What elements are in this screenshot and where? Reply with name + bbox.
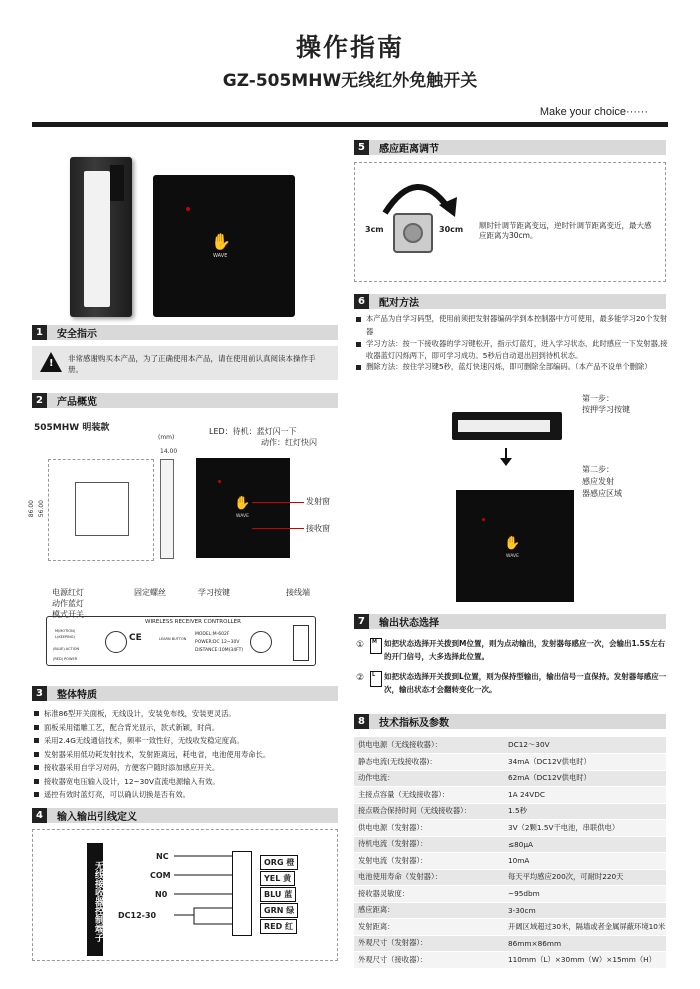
- spec-value: ≤80μA: [504, 836, 666, 853]
- controller-power: POWER:DC 12~30V: [195, 640, 240, 645]
- section-5-header: [354, 140, 666, 155]
- section-7-header: [354, 614, 666, 629]
- spec-value: 10mA: [504, 853, 666, 870]
- pairing-list: [356, 313, 668, 373]
- wire-blue: BLU 蓝: [260, 887, 296, 902]
- notice-text: 非常感谢购买本产品，为了正确使用本产品，请在使用前认真阅读本操作手册。: [68, 354, 316, 374]
- table-row: [354, 770, 666, 787]
- spec-label: 供电电源（发射器）：: [354, 820, 504, 837]
- section-number: 5: [354, 140, 369, 155]
- list-item: 本产品为自学习码型，使用前须把发射器编码学到本控制器中方可使用，最多能学习20个发射器: [356, 313, 668, 338]
- table-row: [354, 787, 666, 804]
- switch-icon-l: [370, 671, 382, 687]
- pin-power: DC12-30: [118, 911, 157, 920]
- model-label: 505MHW 明装款: [34, 423, 110, 433]
- list-item: 发射器采用低功耗发射技术，发射距离远，耗电省，电池使用寿命长。: [34, 748, 340, 762]
- spec-value: 34mA（DC12V供电时）: [504, 754, 666, 771]
- terminal-block: [293, 625, 309, 661]
- controller-model: MODEL:M-602F: [195, 632, 230, 637]
- pin-nc: NC: [156, 852, 169, 861]
- section-number: 1: [32, 325, 47, 340]
- table-row: [354, 754, 666, 771]
- width-dim-1: 86.00: [28, 500, 35, 518]
- recv-arrow: [252, 528, 304, 529]
- spec-label: 接收器灵敏度：: [354, 886, 504, 903]
- callout-screw: 固定螺丝: [134, 588, 166, 597]
- emit-arrow: [252, 502, 304, 503]
- spec-label: 电池使用寿命（发射器）：: [354, 869, 504, 886]
- callout-learn-key: 学习按键: [198, 588, 230, 597]
- table-row: [354, 935, 666, 952]
- spec-table-wrap: [354, 737, 666, 969]
- spec-value: 86mm×86mm: [504, 935, 666, 952]
- mode-l-label: L(KEEPING): [55, 635, 75, 639]
- wave-label: WAVE: [506, 554, 519, 559]
- sensor-panel-pairing: [456, 490, 574, 602]
- section-title: 配对方法: [379, 298, 419, 309]
- ce-mark: CE: [129, 633, 142, 643]
- step-2-desc-2: 器感应区域: [582, 489, 622, 498]
- table-row: [354, 737, 666, 754]
- wire-green: GRN 绿: [260, 903, 298, 918]
- spec-label: 外观尺寸（发射器）：: [354, 935, 504, 952]
- recv-window-label: 接收窗: [306, 524, 330, 533]
- option-mark: ①: [356, 640, 365, 650]
- spec-label: 供电电源（无线接收器）：: [354, 737, 504, 754]
- spec-label: 主接点容量（无线接收器）：: [354, 787, 504, 804]
- section-title: 感应距离调节: [379, 144, 439, 155]
- spec-label: 静态电流(无线接收器)：: [354, 754, 504, 771]
- pin-no: N0: [155, 890, 168, 899]
- blue-led-label: (BLUE) ACTION: [53, 647, 80, 651]
- spec-label: 外观尺寸（接收器）：: [354, 952, 504, 969]
- table-row: [354, 803, 666, 820]
- section-title: 产品概览: [57, 397, 97, 408]
- down-arrow-head: [500, 458, 512, 466]
- output-option-2: [356, 670, 668, 696]
- controller-name: WIRELESS RECEIVER CONTROLLER: [145, 619, 241, 625]
- wave-label: WAVE: [236, 514, 249, 519]
- section-number: 2: [32, 393, 47, 408]
- section-number: 8: [354, 714, 369, 729]
- section-title: 技术指标及参数: [379, 718, 449, 729]
- controller-diagram: [46, 616, 316, 666]
- spec-value: 3-30cm: [504, 902, 666, 919]
- max-distance-label: 30cm: [439, 225, 464, 234]
- width-dim-2: 56.00: [38, 500, 45, 518]
- step-1-title: 第一步：: [582, 394, 614, 403]
- spec-value: 62mA（DC12V供电时）: [504, 770, 666, 787]
- list-item: 接收器宽电压输入设计，12~30V直流电源输入有效。: [34, 775, 340, 789]
- spec-value: 1.5秒: [504, 803, 666, 820]
- front-drawing: [48, 459, 154, 561]
- table-row: [354, 836, 666, 853]
- sensor-panel-photo: [153, 175, 295, 317]
- table-row: [354, 853, 666, 870]
- wire-red: RED 红: [260, 919, 297, 934]
- pin-com: COM: [150, 871, 171, 880]
- spec-label: 动作电流：: [354, 770, 504, 787]
- wire-orange: ORG 橙: [260, 855, 298, 870]
- controller-distance: DISTANCE:10M(34FT): [195, 648, 244, 653]
- list-item: 面板采用镭雕工艺，配合背光显示，款式新颖，时尚。: [34, 721, 340, 735]
- callout-power-led: 电源红灯: [52, 588, 84, 597]
- screw-circle: [105, 631, 127, 653]
- terminal-side-label: 无线接收器控制端子: [87, 843, 103, 956]
- red-led-label: (RED) POWER: [53, 657, 78, 661]
- unit-label: (mm): [158, 434, 175, 441]
- section-6-header: [354, 294, 666, 309]
- spec-value: DC12～30V: [504, 737, 666, 754]
- distance-box: [354, 162, 666, 282]
- screw-circle: [250, 631, 272, 653]
- table-row: [354, 820, 666, 837]
- list-item: 采用2.4G无线通信技术，频率一致性好，无线收发稳定度高。: [34, 734, 340, 748]
- hand-icon: ✋: [211, 232, 231, 251]
- page-title: 操作指南: [295, 33, 404, 62]
- table-row: [354, 919, 666, 936]
- option-text: 如把状态选择开关拨到L位置，则为保持型输出，输出信号一直保持。发射器每感应一次，输出状态才会翻转变化一次。: [384, 672, 667, 694]
- spec-label: 感应距离：: [354, 902, 504, 919]
- spec-label: 发射电流（发射器）：: [354, 853, 504, 870]
- wiring-lines: [174, 848, 232, 928]
- learn-button-label: LEARN BUTTON: [159, 637, 187, 641]
- min-distance-label: 3cm: [365, 225, 384, 234]
- option-mark: ②: [356, 673, 365, 683]
- list-item: 学习方法：按一下接收器的学习键松开，指示灯蓝灯，进入学习状态，此时感应一下发射器,接收器蓝灯闪烁两下，即可学习成功。5秒后自动退出回到待机状态。: [356, 338, 668, 361]
- list-item: 遥控有效时蓝灯亮，可以确认切换是否有效。: [34, 788, 340, 802]
- list-item: 接收器采用自学习对码，方便客户随时添加感应开关。: [34, 761, 340, 775]
- terminal-strip: [232, 851, 252, 936]
- section-1-header: [32, 325, 338, 340]
- spec-label: 待机电流（发射器）：: [354, 836, 504, 853]
- callout-mode-switch: 模式开关: [52, 610, 84, 619]
- spec-value: 110mm（L）×30mm（W）×15mm（H）: [504, 952, 666, 969]
- wave-label: WAVE: [213, 253, 228, 259]
- callout-terminal: 接线端: [286, 588, 310, 597]
- header-rule: [32, 122, 668, 127]
- step-2-desc-1: 感应发射: [582, 477, 614, 486]
- spec-value: 1A 24VDC: [504, 787, 666, 804]
- hand-icon: ✋: [234, 496, 251, 511]
- section-title: 安全指示: [57, 329, 97, 340]
- side-drawing: [160, 459, 174, 559]
- section-title: 输入输出引线定义: [57, 812, 137, 823]
- emit-window-label: 发射窗: [306, 497, 330, 506]
- spec-value: 开阔区域超过30米，隔墙或者金属屏蔽环境10米: [504, 919, 666, 936]
- option-text: 如把状态选择开关拨到M位置，则为点动输出，发射器每感应一次，会输出1.5S左右的开门信号，大多选择此位置。: [384, 639, 666, 661]
- table-row: [354, 886, 666, 903]
- switch-m-label: M: [372, 639, 377, 645]
- list-item: 删除方法：按住学习键5秒，蓝灯快速闪烁，即可删除全部编码。（本产品不设单个删除）: [356, 361, 668, 373]
- hand-icon: ✋: [504, 536, 521, 551]
- spec-value: 每天平均感应200次，可耐时220天: [504, 869, 666, 886]
- callout-action-led: 动作蓝灯: [52, 599, 84, 608]
- receiver-device: [452, 412, 562, 440]
- section-number: 6: [354, 294, 369, 309]
- mode-m-label: M(MOTION): [55, 629, 76, 633]
- spec-label: 发射距离：: [354, 919, 504, 936]
- section-number: 7: [354, 614, 369, 629]
- adjust-knob: [393, 213, 433, 253]
- output-option-1: [356, 637, 668, 663]
- led-action-note: 动作：红灯快闪: [261, 438, 317, 447]
- distance-desc: 顺时针调节距离变远，逆时针调节距离变近，最大感应距离为30cm。: [479, 221, 652, 240]
- wire-yellow: YEL 黄: [260, 871, 295, 886]
- section-2-header: [32, 393, 338, 408]
- rotate-arrow-icon: [377, 173, 457, 218]
- receiver-photo: [70, 157, 132, 317]
- table-row: [354, 952, 666, 969]
- section-title: 输出状态选择: [379, 618, 439, 629]
- section-number: 4: [32, 808, 47, 823]
- list-item: 标准86型开关面板，无线设计，安装免布线，安装更灵活。: [34, 707, 340, 721]
- spec-value: 3V（2颗1.5V干电池，串联供电）: [504, 820, 666, 837]
- section-3-header: [32, 686, 338, 701]
- safety-notice: ! 非常感谢购买本产品，为了正确使用本产品，请在使用前认真阅读本操作手册。: [32, 346, 338, 380]
- section-8-header: [354, 714, 666, 729]
- step-2-title: 第二步：: [582, 465, 614, 474]
- section-number: 3: [32, 686, 47, 701]
- feature-list: [34, 707, 340, 802]
- step-1-desc: 按押学习按键: [582, 405, 630, 414]
- spec-value: ~95dbm: [504, 886, 666, 903]
- section-4-header: [32, 808, 338, 823]
- depth-dim: 14.00: [160, 448, 178, 455]
- table-row: [354, 902, 666, 919]
- switch-l-label: L: [372, 672, 376, 678]
- brand-motto: Make your choice······: [539, 106, 648, 118]
- sensor-panel-diagram: [196, 458, 290, 558]
- section-title: 整体特质: [57, 690, 97, 701]
- spec-label: 接点吸合保持时间（无线接收器）：: [354, 803, 504, 820]
- led-standby-note: LED：待机：蓝灯闪一下: [209, 427, 297, 436]
- page-subtitle: GZ-505MHW无线红外免触开关: [222, 71, 478, 91]
- switch-icon-m: [370, 638, 382, 654]
- table-row: [354, 869, 666, 886]
- spec-table: [354, 737, 666, 969]
